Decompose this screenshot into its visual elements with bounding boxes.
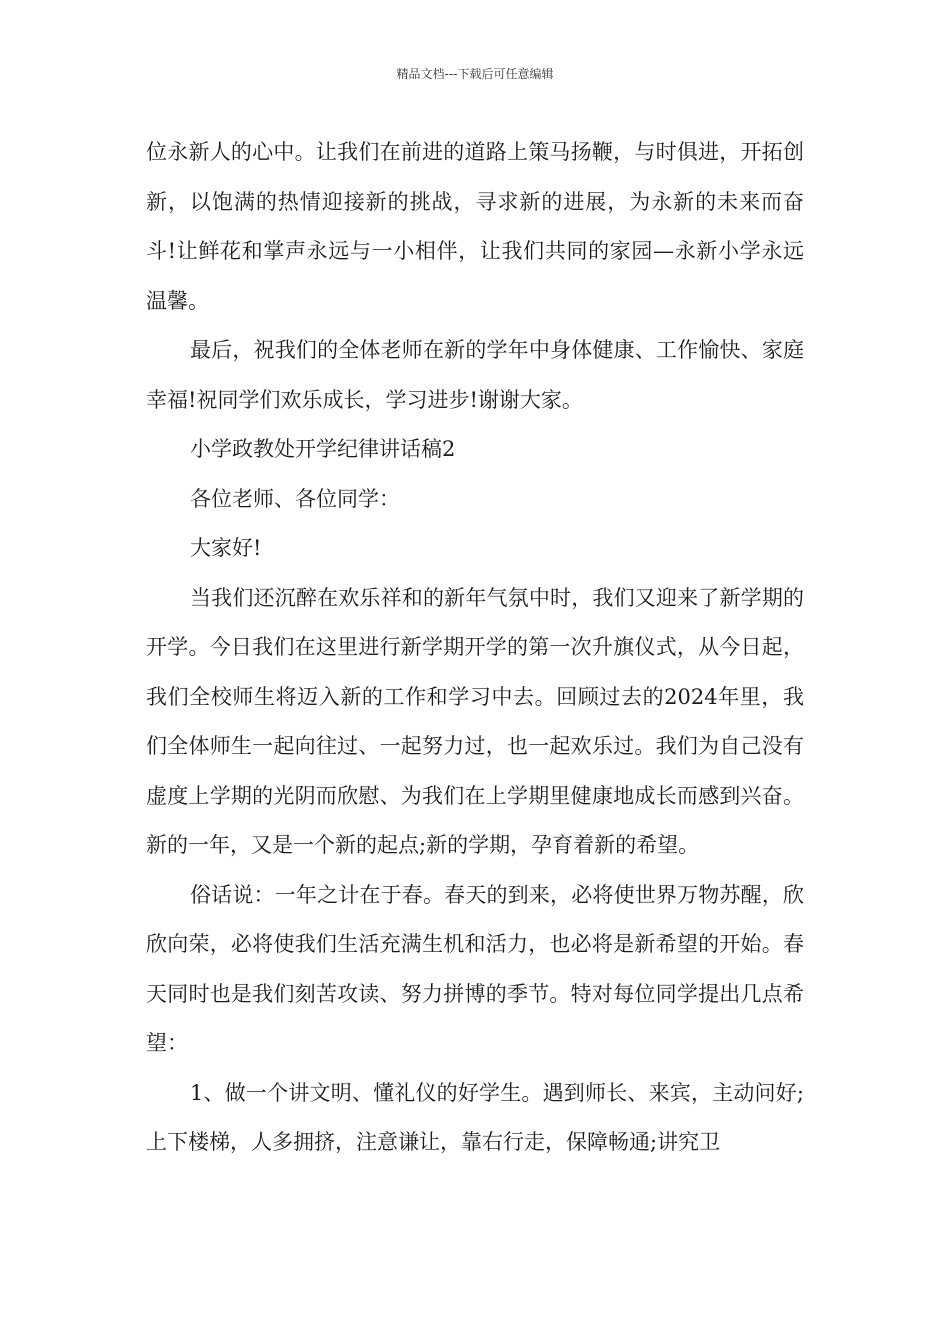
- paragraph-2: 最后，祝我们的全体老师在新的学年中身体健康、工作愉快、家庭幸福!祝同学们欢乐成长，学习进步!谢谢大家。: [146, 338, 804, 412]
- greeting: 大家好!: [190, 536, 262, 560]
- salutation: 各位老师、各位同学：: [190, 486, 400, 511]
- page-header: 精品文档---下载后可任意编辑: [396, 67, 554, 81]
- paragraph-1: 位永新人的心中。让我们在前进的道路上策马扬鞭，与时俱进，开拓创新，以饱满的热情迎接新的挑战，寻求新的进展，为永新的未来而奋斗!让鲜花和掌声永远与一小相伴，让我们共同的家园—永新小学永远温馨。: [146, 140, 804, 313]
- paragraph-7: 俗话说：一年之计在于春。春天的到来，必将使世界万物苏醒，欣欣向荣，必将使我们生活充满生机和活力，也必将是新希望的开始。春天同时也是我们刻苦攻读、努力拼博的季节。特对每位同学提出几点希望：: [146, 882, 804, 1055]
- section-title: 小学政教处开学纪律讲话稿2: [190, 437, 456, 461]
- document-body: [146, 128, 804, 1168]
- paragraph-8: 1、做一个讲文明、懂礼仪的好学生。遇到师长、来宾，主动问好;上下楼梯，人多拥挤，注意谦让，靠右行走，保障畅通;讲究卫: [146, 1080, 804, 1154]
- paragraph-6: 当我们还沉醉在欢乐祥和的新年气氛中时，我们又迎来了新学期的开学。今日我们在这里进行新学期开学的第一次升旗仪式，从今日起，我们全校师生将迈入新的工作和学习中去。回顾过去的2024年里，我们全体师生一起向往过、一起努力过，也一起欢乐过。我们为自己没有虚度上学期的光阴而欣慰、为我们在上学期里健康地成长而感到兴奋。新的一年，又是一个新的起点;新的学期，孕育着新的希望。: [146, 585, 804, 857]
